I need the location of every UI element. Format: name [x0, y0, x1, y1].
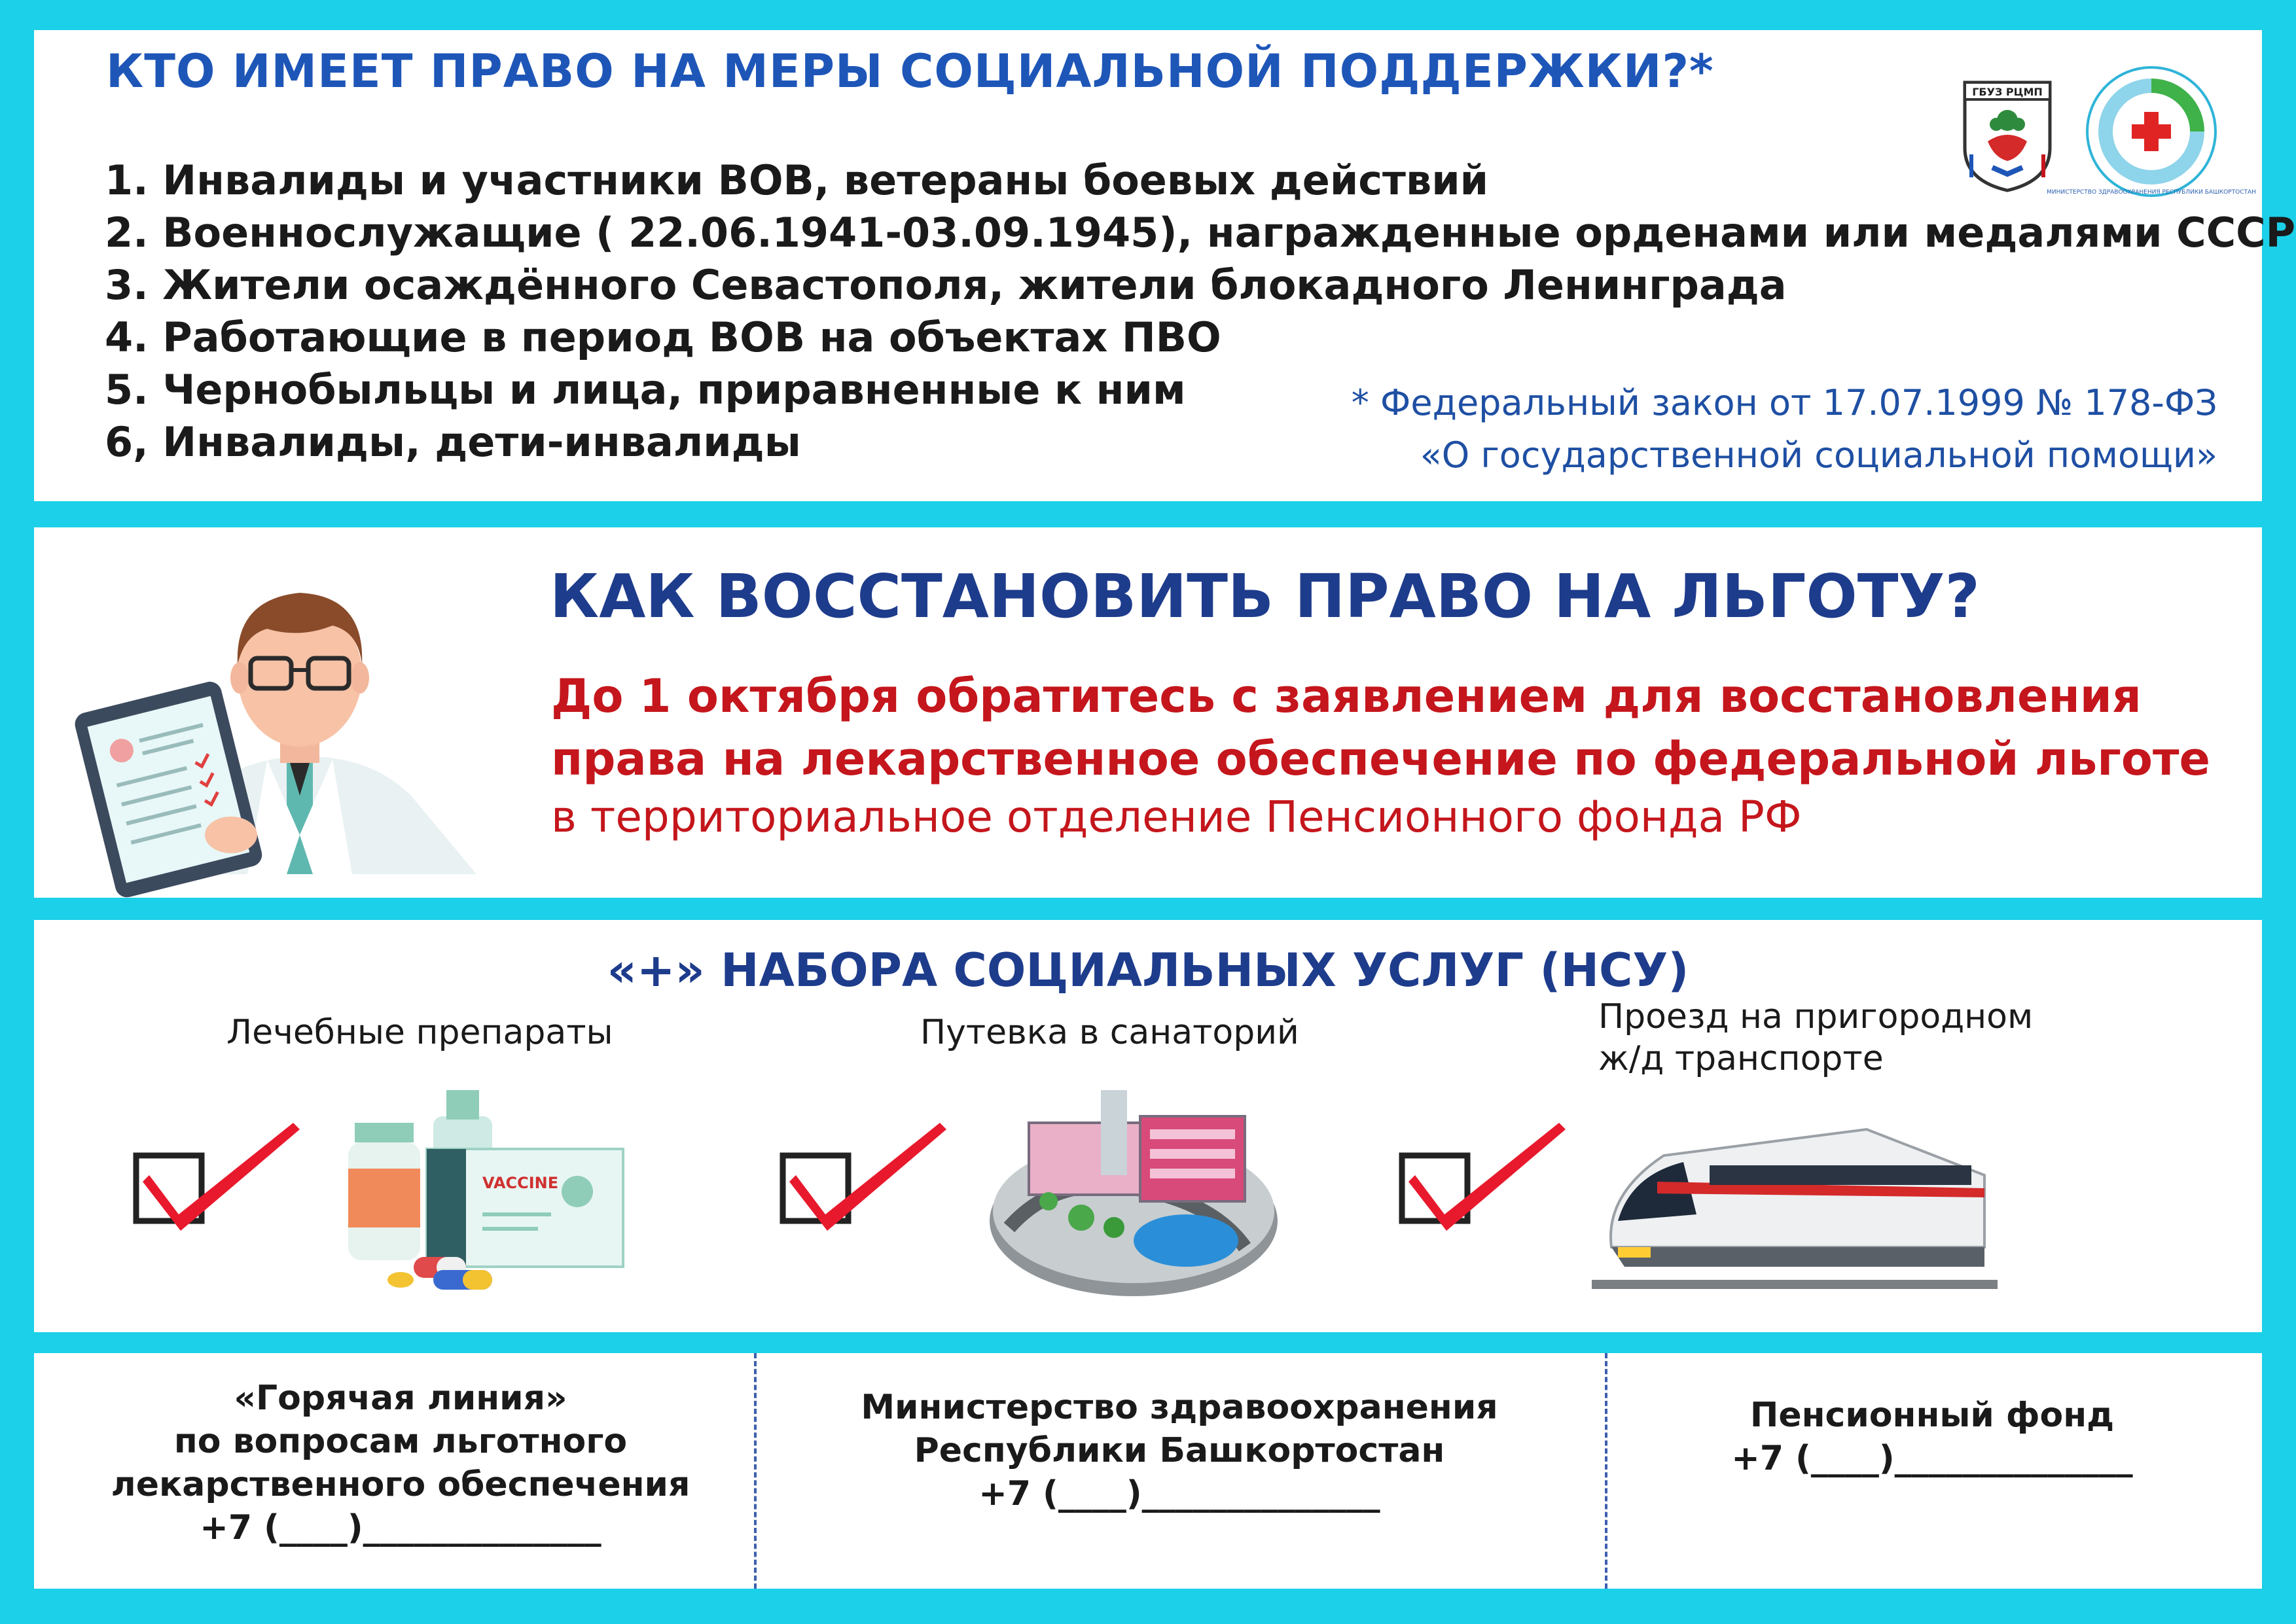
- train-icon: [1592, 1116, 1998, 1313]
- hotline-line-2: по вопросам льготного: [173, 1422, 628, 1461]
- service-label-medicines: Лечебные препараты: [226, 1013, 613, 1052]
- contact-hotline: [73, 1377, 728, 1549]
- service-label-sanatorium: Путевка в санаторий: [920, 1013, 1299, 1052]
- law-line-1: * Федеральный закон от 17.07.1999 № 178-ФЗ: [1351, 382, 2217, 423]
- checkbox-checked-icon: [1395, 1116, 1579, 1241]
- ministry-line-1: Министерство здравоохранения: [861, 1388, 1498, 1427]
- logos: [1958, 63, 2256, 200]
- law-line-2: «О государственной социальной помощи»: [1420, 434, 2217, 476]
- instruction-line-3: в территориальное отделение Пенсионного фонда РФ: [551, 792, 1802, 842]
- law-footnote: [1352, 377, 2217, 482]
- checkbox-checked-icon: [776, 1116, 960, 1241]
- divider: [1605, 1353, 1607, 1589]
- restore-right-panel: [34, 527, 2262, 898]
- hotline-phone: +7 (____)______________: [200, 1508, 601, 1547]
- list-item: 4. Работающие в период ВОВ на объектах ПВО: [105, 313, 1221, 361]
- hotline-line-1: «Горячая линия»: [234, 1379, 567, 1418]
- list-item: 2. Военнослужащие ( 22.06.1941-03.09.1945), награжденные орденами или медалями СССР: [105, 209, 2296, 256]
- services-title: «+» НАБОРА СОЦИАЛЬНЫХ УСЛУГ (НСУ): [607, 944, 1689, 997]
- divider: [754, 1353, 757, 1589]
- ministry-phone: +7 (____)______________: [978, 1474, 1380, 1513]
- contact-ministry: [787, 1386, 1572, 1515]
- vaccine-text: VACCINE: [482, 1174, 559, 1192]
- list-item: 3. Жители осаждённого Севастополя, жители блокадного Ленинграда: [105, 261, 1787, 309]
- instruction-line-1: До 1 октября обратитесь с заявлением для восстановления: [551, 669, 2142, 723]
- eligibility-panel: [34, 30, 2296, 501]
- checkbox-checked-icon: [130, 1116, 313, 1241]
- sanatorium-icon: [970, 1077, 1297, 1299]
- ministry-line-2: Республики Башкортостан: [914, 1431, 1445, 1470]
- doctor-illustration-icon: [71, 560, 490, 874]
- transport-line-1: Проезд на пригородном: [1598, 997, 2034, 1036]
- contacts-panel: [34, 1353, 2262, 1589]
- medicines-icon: [342, 1077, 630, 1293]
- restore-instruction: [551, 665, 2210, 790]
- social-services-panel: [34, 920, 2262, 1332]
- logo2-text: МИНИСТЕРСТВО ЗДРАВООХРАНЕНИЯ РЕСПУБЛИКИ БАШКОРТОСТАН: [2047, 189, 2256, 196]
- logo1-text: ГБУЗ РЦМП: [1972, 86, 2043, 98]
- hotline-line-3: лекарственного обеспечения: [111, 1465, 691, 1504]
- eligibility-title: КТО ИМЕЕТ ПРАВО НА МЕРЫ СОЦИАЛЬНОЙ ПОДДЕРЖКИ?*: [106, 44, 1714, 98]
- list-item: 6, Инвалиды, дети-инвалиды: [105, 418, 801, 466]
- contact-pension-fund: [1638, 1394, 2227, 1480]
- ministry-emblem-icon: [2047, 63, 2256, 200]
- restore-title: КАК ВОССТАНОВИТЬ ПРАВО НА ЛЬГОТУ?: [550, 561, 1980, 631]
- instruction-line-2: права на лекарственное обеспечение по федеральной льготе: [551, 732, 2211, 786]
- rcmp-emblem-icon: [1958, 69, 2056, 194]
- pension-phone: +7 (____)______________: [1731, 1439, 2133, 1478]
- service-label-transport: [1598, 996, 2033, 1080]
- transport-line-2: ж/д транспорте: [1598, 1039, 1884, 1078]
- pension-line-1: Пенсионный фонд: [1749, 1396, 2115, 1435]
- list-item: 5. Чернобыльцы и лица, приравненные к ним: [105, 366, 1186, 414]
- list-item: 1. Инвалиды и участники ВОВ, ветераны боевых действий: [105, 156, 1489, 204]
